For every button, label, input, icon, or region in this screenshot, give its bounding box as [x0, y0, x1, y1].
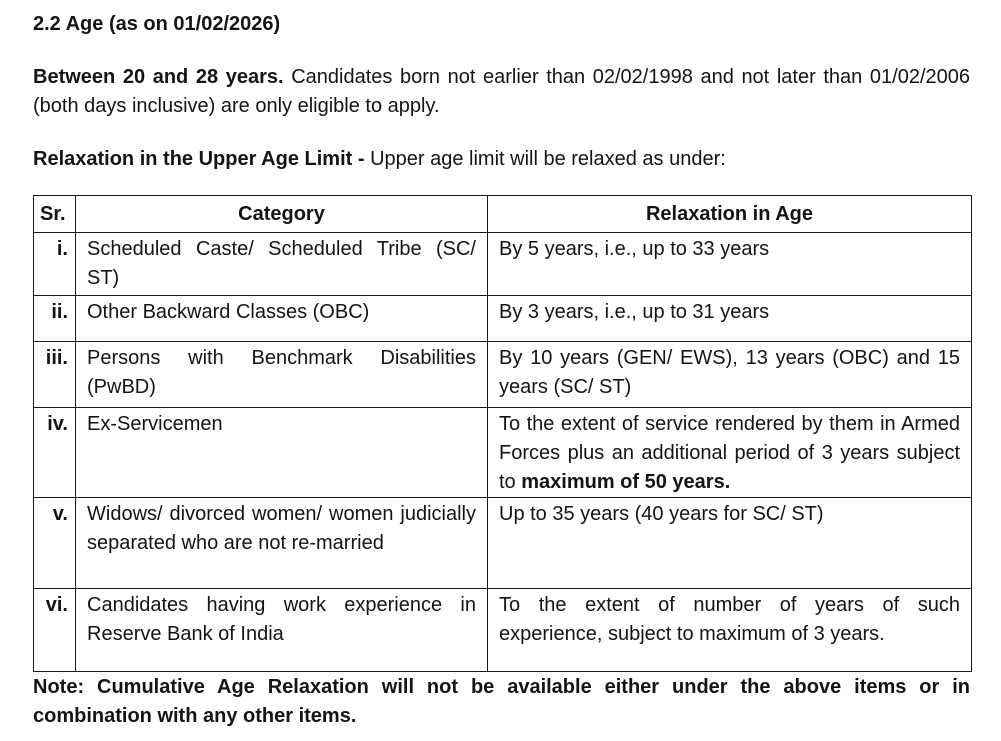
relaxation-intro: [33, 145, 970, 174]
row-category: Persons with Benchmark Disabilities (PwBD): [76, 342, 488, 408]
table-row: [34, 296, 972, 342]
relaxation-text: To the extent of number of years of such experience, subject to maximum of 3 years.: [499, 594, 960, 645]
relaxation-text: Up to 35 years (40 years for SC/ ST): [499, 503, 824, 525]
row-sr: iv.: [34, 408, 76, 498]
table-row: [34, 498, 972, 589]
row-relaxation: [488, 408, 972, 498]
row-category: Widows/ divorced women/ women judicially separated who are not re-married: [76, 498, 488, 589]
row-category: Candidates having work experience in Reserve Bank of India: [76, 589, 488, 672]
eligibility-text: Candidates born not earlier than 02/02/1998 and not later than 01/02/2006 (both days inclusive) are only eligible to apply.: [33, 66, 971, 117]
note-paragraph: Note: Cumulative Age Relaxation will not be available either under the above items or in combination with any other items.: [33, 676, 970, 727]
section-heading: 2.2 Age (as on 01/02/2026): [33, 13, 281, 35]
table-header-row: [34, 196, 972, 233]
relaxation-text: By 3 years, i.e., up to 31 years: [499, 301, 770, 323]
row-category: Scheduled Caste/ Scheduled Tribe (SC/ ST): [76, 233, 488, 296]
row-category: Ex-Servicemen: [76, 408, 488, 498]
header-category: Category: [76, 196, 488, 233]
relaxation-text: By 5 years, i.e., up to 33 years: [499, 238, 770, 260]
header-relaxation: Relaxation in Age: [488, 196, 972, 233]
eligibility-bold-lead: Between 20 and 28 years.: [33, 66, 284, 88]
row-sr: v.: [34, 498, 76, 589]
relaxation-table: [33, 195, 972, 672]
relaxation-text: By 10 years (GEN/ EWS), 13 years (OBC) and 15 years (SC/ ST): [499, 347, 960, 398]
table-row: [34, 342, 972, 408]
row-relaxation: [488, 296, 972, 342]
table-row: [34, 408, 972, 498]
row-relaxation: [488, 589, 972, 672]
row-relaxation: [488, 498, 972, 589]
table-row: [34, 233, 972, 296]
row-category: Other Backward Classes (OBC): [76, 296, 488, 342]
relaxation-bold-text: maximum of 50 years.: [521, 471, 731, 493]
relaxation-text: To the extent of service rendered by them in Armed Forces plus an additional period of 3 years subject to: [499, 413, 960, 493]
eligibility-paragraph: [33, 63, 970, 121]
header-sr: Sr.: [34, 196, 76, 233]
relaxation-intro-text: Upper age limit will be relaxed as under:: [364, 148, 726, 170]
row-relaxation: [488, 342, 972, 408]
row-relaxation: [488, 233, 972, 296]
row-sr: vi.: [34, 589, 76, 672]
row-sr: i.: [34, 233, 76, 296]
row-sr: iii.: [34, 342, 76, 408]
row-sr: ii.: [34, 296, 76, 342]
table-row: [34, 589, 972, 672]
relaxation-intro-bold-lead: Relaxation in the Upper Age Limit -: [33, 148, 365, 170]
